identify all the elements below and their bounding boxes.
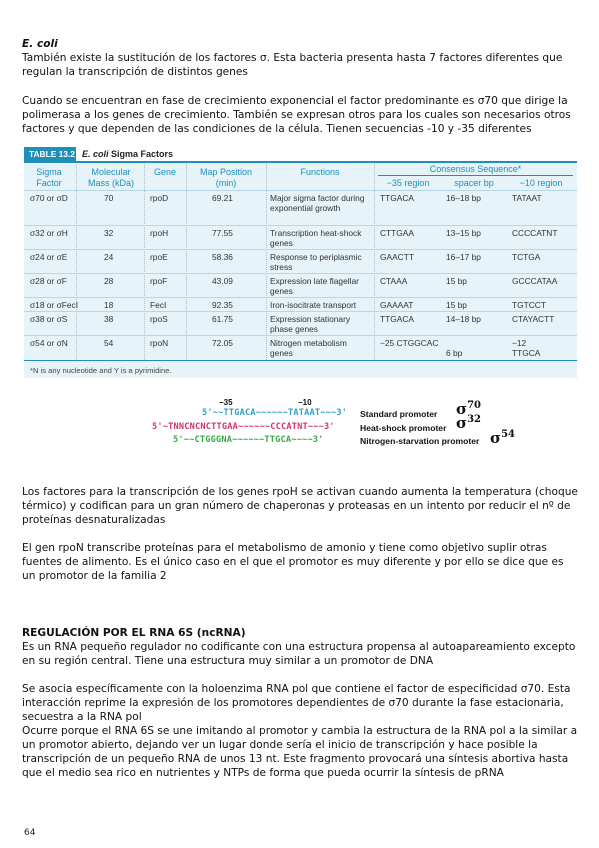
cell-spacer: 16–18 bp — [446, 193, 481, 203]
row-divider — [24, 249, 577, 250]
cell-map: 77.55 — [212, 228, 233, 238]
section-heading-ecoli: E. coli — [22, 38, 58, 50]
cell-map: 69.21 — [212, 193, 233, 203]
paragraph: Se asocia específicamente con la holoenzima RNA pol que contiene el factor de especificidad σ70. Esta interacción reprime la expresión de los promotores dependientes de σ70 durante la fase estacionaria, secuestra a la RNA pol — [22, 683, 571, 723]
cell-factor: σ38 or σS — [30, 314, 68, 324]
table-bottom-rule — [24, 360, 577, 361]
cell-function: Nitrogen metabolism genes — [270, 338, 347, 358]
minus35-label: −35 — [219, 398, 233, 407]
table-caption — [82, 147, 173, 161]
sigma54-symbol — [490, 429, 515, 447]
cell-minus10: TATAAT — [512, 193, 542, 203]
header-consensus: Consensus Sequence* — [429, 164, 522, 174]
cell-gene: rpoD — [150, 193, 169, 203]
header-sigma-factor: Sigma Factor — [36, 167, 62, 188]
cell-mass: 18 — [104, 300, 114, 310]
sigma-superscript: 70 — [467, 400, 481, 411]
cell-function: Expression late flagellar genes — [270, 276, 359, 296]
cell-factor: σ28 or σF — [30, 276, 67, 286]
standard-promoter-sequence: 5'~~TTGACA~~~~~~TATAAT~~~3' — [202, 408, 348, 418]
table-rule — [24, 161, 577, 163]
cell-mass: 28 — [104, 276, 114, 286]
nitrogen-promoter-label: Nitrogen-starvation promoter — [360, 436, 480, 446]
row-divider — [24, 190, 577, 191]
cell-function: Expression stationary phase genes — [270, 314, 351, 334]
row-divider — [24, 273, 577, 274]
cell-gene: rpoF — [150, 276, 168, 286]
sigma32-symbol — [456, 414, 481, 432]
heat-shock-promoter-sequence: 5'~TNNCNCNCTTGAA~~~~~~CCCATNT~~~3' — [152, 422, 335, 432]
paragraph: Ocurre porque el RNA 6S se une imitando al promotor y cambia la estructura de la RNA pol a la similar a un promotor abierto, dejando ver un lugar donde sería el inicio de transcripción y hace posible la transcripción de un pequeño RNA de unos 13 nt. Este fragmento provocará una síntesis abortiva hasta que el medio sea rico en nutrientes y NTPs de forma que pueda ocurrir la síntesis de pRNA — [22, 725, 578, 779]
header-gene: Gene — [153, 167, 177, 177]
header-minus35: −35 region — [386, 178, 430, 188]
sigma-letter: σ — [490, 429, 502, 447]
cell-minus10: GCCCATAA — [512, 276, 558, 286]
cell-gene: rpoN — [150, 338, 169, 348]
cell-mass: 24 — [104, 252, 114, 262]
cell-function: Iron-isocitrate transport — [270, 300, 357, 310]
header-spacer: spacer bp — [454, 178, 494, 188]
column-divider — [76, 163, 78, 360]
paragraph: También existe la sustitución de los factores σ. Esta bacteria presenta hasta 7 factores diferentes que regulan la transcripción de distintos genes — [22, 52, 563, 78]
page-number: 64 — [24, 828, 36, 838]
sigma-superscript: 32 — [467, 414, 481, 425]
column-divider — [186, 163, 188, 360]
paragraph: El gen rpoN transcribe proteínas para el metabolismo de amonio y tiene como objetivo suplir otras fuentes de alimento. Es el único caso en el que el promotor es muy diferente y por ello se dice que es un promotor de la familia 2 — [22, 542, 564, 582]
sigma-letter: σ — [456, 400, 468, 418]
cell-minus35: TTGACA — [380, 314, 414, 324]
cell-map: 61.75 — [212, 314, 233, 324]
nitrogen-promoter-sequence: 5'~~CTGGGNA~~~~~~TTGCA~~~~3' — [173, 435, 324, 445]
cell-minus35: GAACTT — [380, 252, 414, 262]
table-caption-rest: Sigma Factors — [108, 149, 174, 159]
cell-spacer: 15 bp — [446, 276, 467, 286]
cell-spacer: 15 bp — [446, 300, 467, 310]
column-divider — [144, 163, 146, 360]
heat-shock-promoter-label: Heat-shock promoter — [360, 423, 447, 433]
table-tag: TABLE 13.2 — [24, 147, 76, 161]
cell-gene: rpoE — [150, 252, 168, 262]
paragraph: Los factores para la transcripción de los genes rpoH se activan cuando aumenta la temperatura (choque térmico) y codifican para un gran número de chaperonas y proteasas en un intento por reducir el nº de proteínas desnaturalizadas — [22, 486, 578, 526]
standard-promoter-label: Standard promoter — [360, 409, 438, 419]
cell-mass: 70 — [104, 193, 114, 203]
column-divider — [266, 163, 268, 360]
sigma-factors-table — [24, 147, 577, 378]
cell-map: 43.09 — [212, 276, 233, 286]
cell-minus35: −25 CTGGCAC — [380, 338, 439, 348]
row-divider — [24, 311, 577, 312]
cell-gene: FecI — [150, 300, 167, 310]
paragraph: Es un RNA pequeño regulador no codificante con una estructura propensa al autoapareamiento excepto en su región central. Tiene una estructura muy similar a un promotor de DNA — [22, 641, 576, 667]
cell-minus35: TTGACA — [380, 193, 414, 203]
minus10-label: −10 — [298, 398, 312, 407]
header-functions: Functions — [300, 167, 340, 177]
cell-function: Major sigma factor during exponential growth — [270, 193, 365, 213]
cell-spacer: 13–15 bp — [446, 228, 481, 238]
row-divider — [24, 297, 577, 298]
cell-gene: rpoS — [150, 314, 168, 324]
row-divider — [24, 335, 577, 336]
cell-minus35: GAAAAT — [380, 300, 414, 310]
cell-minus35: CTAAA — [380, 276, 408, 286]
header-minus10: −10 region — [519, 178, 563, 188]
paragraph: Cuando se encuentran en fase de crecimiento exponencial el factor predominante es σ70 que dirige la polimerasa a los genes de crecimiento. También se expresan otros para los cuales son necesarios otros factores y que dependen de las condiciones de la célula. Tienen secuencias -10 y -35 diferentes — [22, 95, 571, 135]
cell-mass: 38 — [104, 314, 114, 324]
section-heading-rna6s: REGULACIÓN POR EL RNA 6S (ncRNA) — [22, 627, 246, 639]
sigma-superscript: 54 — [501, 429, 515, 440]
cell-map: 92.35 — [212, 300, 233, 310]
cell-factor: σ70 or σD — [30, 193, 68, 203]
cell-function: Transcription heat-shock genes — [270, 228, 362, 248]
cell-spacer: 16–17 bp — [446, 252, 481, 262]
cell-mass: 32 — [104, 228, 114, 238]
cell-spacer: 14–18 bp — [446, 314, 481, 324]
cell-factor: σ18 or σFecI — [30, 300, 79, 310]
cell-function: Response to periplasmic stress — [270, 252, 362, 272]
cell-factor: σ24 or σE — [30, 252, 68, 262]
cell-factor: σ54 or σN — [30, 338, 68, 348]
cell-minus10: TCTGA — [512, 252, 541, 262]
table-footnote: *N is any nucleotide and Y is a pyrimidine. — [30, 366, 172, 375]
cell-spacer: 6 bp — [446, 348, 463, 358]
cell-minus10: CCCCATNT — [512, 228, 558, 238]
table-caption-italic: E. coli — [82, 149, 109, 159]
header-molecular-mass: Molecular Mass (kDa) — [87, 167, 134, 188]
cell-map: 58.36 — [212, 252, 233, 262]
header-map-position: Map Position (min) — [199, 167, 253, 188]
column-divider — [374, 163, 376, 360]
cell-minus35: CTTGAA — [380, 228, 414, 238]
cell-minus10: TGTCCT — [512, 300, 546, 310]
cell-mass: 54 — [104, 338, 114, 348]
cell-minus10: CTAYACTT — [512, 314, 555, 324]
cell-factor: σ32 or σH — [30, 228, 68, 238]
sigma-letter: σ — [456, 414, 468, 432]
cell-minus10: −12 TTGCA — [512, 338, 541, 358]
row-divider — [24, 225, 577, 226]
consensus-underline — [378, 175, 573, 176]
promoter-figure — [152, 398, 515, 458]
cell-gene: rpoH — [150, 228, 169, 238]
cell-map: 72.05 — [212, 338, 233, 348]
